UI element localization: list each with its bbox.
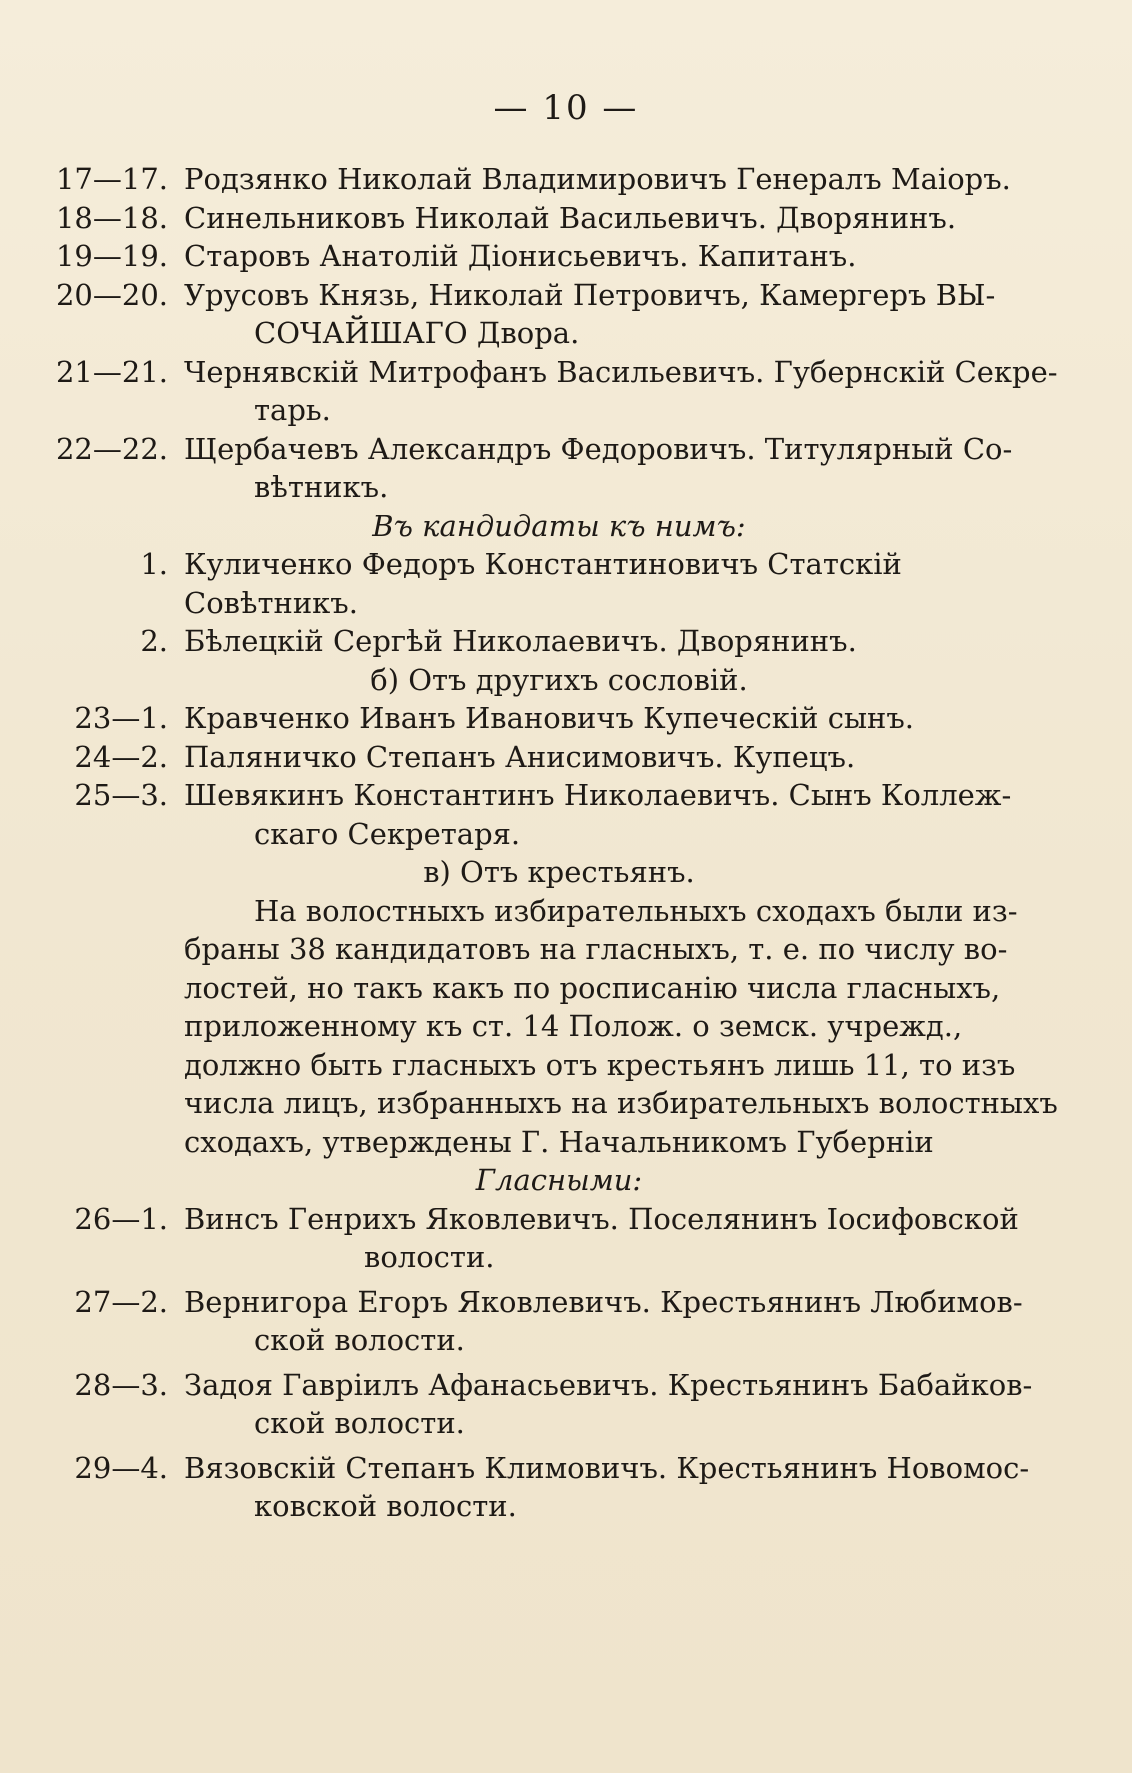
entry-text-cont: СОЧАЙШАГО Двора. [254,316,580,350]
entry-number: 21—21. [55,354,168,389]
paragraph-line: сходахъ, утверждены Г. Начальникомъ Губерніи [184,1124,934,1159]
body-paragraph [44,892,1074,1162]
page-content [44,160,1074,1526]
entry-text: Вернигора Егоръ Яковлевичъ. Крестьянинъ Любимов- [184,1284,1023,1319]
entry-23 [44,699,1074,738]
entry-text: Родзянко Николай Владимировичъ Генералъ Маіоръ. [184,162,1011,196]
section-heading-b: б) Отъ другихъ сословій. [370,662,748,697]
entry-number: 22—22. [55,431,168,466]
paragraph-line: должно быть гласныхъ отъ крестьянъ лишь 11, то изъ [184,1047,1016,1082]
entry-21 [44,353,1074,430]
entry-text-cont: волости. [364,1240,495,1274]
entry-text-cont: вѣтникъ. [254,470,389,504]
entry-text: Шевякинъ Константинъ Николаевичъ. Сынъ Коллеж- [184,778,1012,812]
entry-number: 26—1. [74,1201,168,1236]
paragraph-line: лостей, но такъ какъ по росписанію числа гласныхъ, [184,970,1001,1005]
entry-text-cont: ской волости. [254,1406,465,1440]
entry-24 [44,738,1074,777]
entry-text: Щербачевъ Александръ Федоровичъ. Титулярный Со- [184,431,1013,466]
entry-number: 18—18. [55,200,168,235]
entry-27 [44,1283,1074,1360]
candidates-heading: Въ кандидаты къ нимъ: [372,508,746,543]
entry-number: 23—1. [74,701,168,735]
entry-text: Вязовскій Степанъ Климовичъ. Крестьянинъ Новомос- [184,1450,1030,1485]
candidate-1 [44,545,1074,622]
entry-number: 24—2. [74,739,168,774]
candidate-text: Бѣлецкій Сергѣй Николаевичъ. Дворянинъ. [184,624,857,658]
entry-28 [44,1366,1074,1443]
glasnymi-heading: Гласными: [475,1163,643,1197]
entry-text: Синельниковъ Николай Васильевичъ. Дворянинъ. [184,200,957,235]
entry-text: Старовъ Анатолій Діонисьевичъ. Капитанъ. [184,239,857,273]
entry-number: 19—19. [55,239,168,273]
entry-20 [44,276,1074,353]
paragraph-line: На волостныхъ избирательныхъ сходахъ были из- [254,893,1018,928]
entry-text-cont: тарь. [254,393,331,427]
entry-22 [44,430,1074,507]
entry-number: 20—20. [55,277,168,312]
page-number: — 10 — [493,88,639,128]
candidate-2 [44,622,1074,661]
entry-17 [44,160,1074,199]
entry-number: 27—2. [74,1284,168,1319]
entry-text: Урусовъ Князь, Николай Петровичъ, Камергеръ ВЫ- [184,277,996,312]
section-heading-c: в) Отъ крестьянъ. [423,855,695,889]
entry-number: 29—4. [74,1450,168,1485]
entry-text-cont: скаго Секретаря. [254,816,521,851]
candidate-number: 2. [140,624,168,658]
candidate-number: 1. [140,547,168,581]
entry-26 [44,1200,1074,1277]
entry-number: 17—17. [55,162,168,196]
entry-text: Паляничко Степанъ Анисимовичъ. Купецъ. [184,739,856,774]
paragraph-line: приложенному къ ст. 14 Полож. о земск. учрежд., [184,1009,963,1043]
entry-number: 28—3. [74,1367,168,1402]
entry-text-cont: ковской волости. [254,1489,517,1523]
entry-29 [44,1449,1074,1526]
candidate-text: Куличенко Федоръ Константиновичъ Статскій Совѣтникъ. [184,547,902,620]
entry-25 [44,776,1074,853]
entry-number: 25—3. [74,778,168,812]
paragraph-line: браны 38 кандидатовъ на гласныхъ, т. е. по числу во- [184,932,1008,966]
entry-19 [44,237,1074,276]
entry-text: Задоя Гавріилъ Афанасьевичъ. Крестьянинъ Бабайков- [184,1367,1033,1402]
entry-text-cont: ской волости. [254,1323,465,1357]
entry-text: Чернявскій Митрофанъ Васильевичъ. Губернскій Секре- [184,354,1058,389]
entry-18 [44,199,1074,238]
entry-text: Кравченко Иванъ Ивановичъ Купеческій сынъ. [184,701,915,735]
paragraph-line: числа лицъ, избранныхъ на избирательныхъ волостныхъ [184,1086,1058,1120]
entry-text: Винсъ Генрихъ Яковлевичъ. Поселянинъ Іосифовской [184,1201,1019,1236]
